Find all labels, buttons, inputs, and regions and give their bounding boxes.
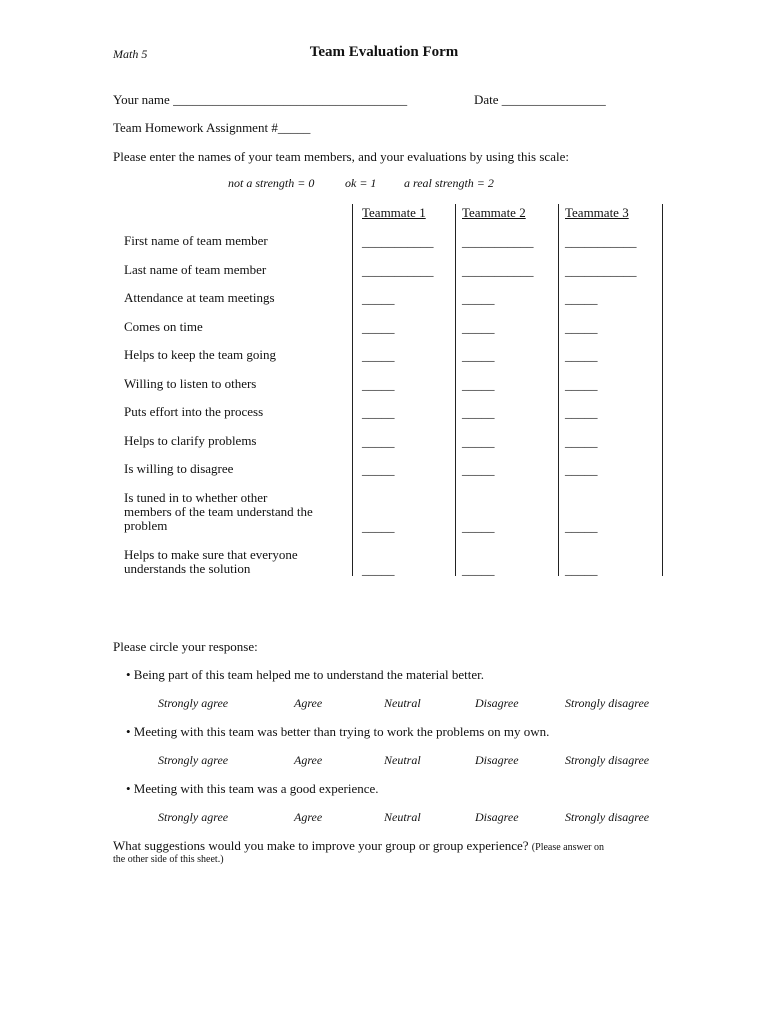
response-disagree[interactable]: Disagree (475, 753, 519, 767)
blank-t2[interactable]: _____ (462, 462, 495, 477)
blank-t3[interactable]: _____ (565, 377, 598, 392)
response-neutral[interactable]: Neutral (384, 696, 421, 710)
blank-t2[interactable]: _____ (462, 405, 495, 420)
blank-t1[interactable]: ___________ (362, 263, 434, 278)
row-label: Helps to make sure that everyone understands the solution (124, 547, 298, 576)
scale-item-1: ok = 1 (345, 176, 377, 190)
blank-t3[interactable]: ___________ (565, 234, 637, 249)
blank-t3[interactable]: _____ (565, 291, 598, 306)
response-agree[interactable]: Agree (294, 810, 323, 824)
blank-t2[interactable]: _____ (462, 320, 495, 335)
column-divider (662, 204, 663, 576)
blank-t3[interactable]: _____ (565, 462, 598, 477)
blank-t1[interactable]: _____ (362, 291, 395, 306)
blank-t1[interactable]: _____ (362, 405, 395, 420)
blank-t3[interactable]: _____ (565, 320, 598, 335)
course-label: Math 5 (113, 47, 148, 61)
blank-t2[interactable]: _____ (462, 434, 495, 449)
blank-t2[interactable]: ___________ (462, 234, 534, 249)
statement-1: • Being part of this team helped me to understand the material better. (126, 667, 484, 682)
response-neutral[interactable]: Neutral (384, 810, 421, 824)
teammate-2-header: Teammate 2 (462, 205, 526, 220)
blank-t1[interactable]: _____ (362, 377, 395, 392)
response-strongly-agree[interactable]: Strongly agree (158, 753, 229, 767)
date-field[interactable]: Date ________________ (474, 92, 606, 107)
circle-prompt: Please circle your response: (113, 639, 258, 654)
response-strongly-agree[interactable]: Strongly agree (158, 696, 229, 710)
blank-t3[interactable]: _____ (565, 405, 598, 420)
row-label: Willing to listen to others (124, 376, 257, 391)
blank-t1[interactable]: _____ (362, 519, 395, 534)
blank-t1[interactable]: _____ (362, 562, 395, 577)
response-neutral[interactable]: Neutral (384, 753, 421, 767)
blank-t2[interactable]: _____ (462, 562, 495, 577)
blank-t2[interactable]: _____ (462, 348, 495, 363)
blank-t3[interactable]: _____ (565, 348, 598, 363)
blank-t3[interactable]: _____ (565, 562, 598, 577)
blank-t2[interactable]: _____ (462, 519, 495, 534)
row-label: Attendance at team meetings (124, 290, 275, 305)
scale-item-2: a real strength = 2 (404, 176, 494, 190)
blank-t2[interactable]: _____ (462, 377, 495, 392)
row-label: Puts effort into the process (124, 404, 264, 419)
row-label: Helps to clarify problems (124, 433, 257, 448)
response-strongly-disagree[interactable]: Strongly disagree (565, 696, 650, 710)
response-agree[interactable]: Agree (294, 753, 323, 767)
instructions-text: Please enter the names of your team members, and your evaluations by using this scale: (113, 149, 569, 164)
response-disagree[interactable]: Disagree (475, 810, 519, 824)
blank-t1[interactable]: _____ (362, 462, 395, 477)
row-label: First name of team member (124, 233, 268, 248)
your-name-field[interactable]: Your name ____________________________________ (113, 92, 408, 107)
row-label: Last name of team member (124, 262, 267, 277)
statement-2: • Meeting with this team was better than trying to work the problems on my own. (126, 724, 550, 739)
row-label: Is tuned in to whether other members of the team understand the problem (124, 490, 313, 533)
column-divider (352, 204, 353, 576)
suggestions-question (113, 838, 604, 854)
blank-t1[interactable]: _____ (362, 320, 395, 335)
assignment-field[interactable]: Team Homework Assignment #_____ (113, 120, 311, 135)
blank-t1[interactable]: _____ (362, 434, 395, 449)
column-divider (558, 204, 559, 576)
column-divider (455, 204, 456, 576)
response-strongly-disagree[interactable]: Strongly disagree (565, 810, 650, 824)
response-strongly-disagree[interactable]: Strongly disagree (565, 753, 650, 767)
blank-t2[interactable]: _____ (462, 291, 495, 306)
blank-t2[interactable]: ___________ (462, 263, 534, 278)
page-title: Team Evaluation Form (309, 44, 459, 60)
row-label: Helps to keep the team going (124, 347, 276, 362)
blank-t3[interactable]: ___________ (565, 263, 637, 278)
scale-item-0: not a strength = 0 (228, 176, 315, 190)
response-agree[interactable]: Agree (294, 696, 323, 710)
row-label: Is willing to disagree (124, 461, 234, 476)
statement-3: • Meeting with this team was a good experience. (126, 781, 379, 796)
teammate-3-header: Teammate 3 (565, 205, 629, 220)
row-label: Comes on time (124, 319, 203, 334)
response-strongly-agree[interactable]: Strongly agree (158, 810, 229, 824)
blank-t3[interactable]: _____ (565, 519, 598, 534)
blank-t3[interactable]: _____ (565, 434, 598, 449)
suggestions-note-2: the other side of this sheet.) (113, 854, 224, 865)
teammate-1-header: Teammate 1 (362, 205, 426, 220)
blank-t1[interactable]: ___________ (362, 234, 434, 249)
suggestions-note-1: (Please answer on (531, 842, 604, 853)
blank-t1[interactable]: _____ (362, 348, 395, 363)
suggestions-question-text: What suggestions would you make to improve your group or group experience? (113, 838, 529, 853)
response-disagree[interactable]: Disagree (475, 696, 519, 710)
